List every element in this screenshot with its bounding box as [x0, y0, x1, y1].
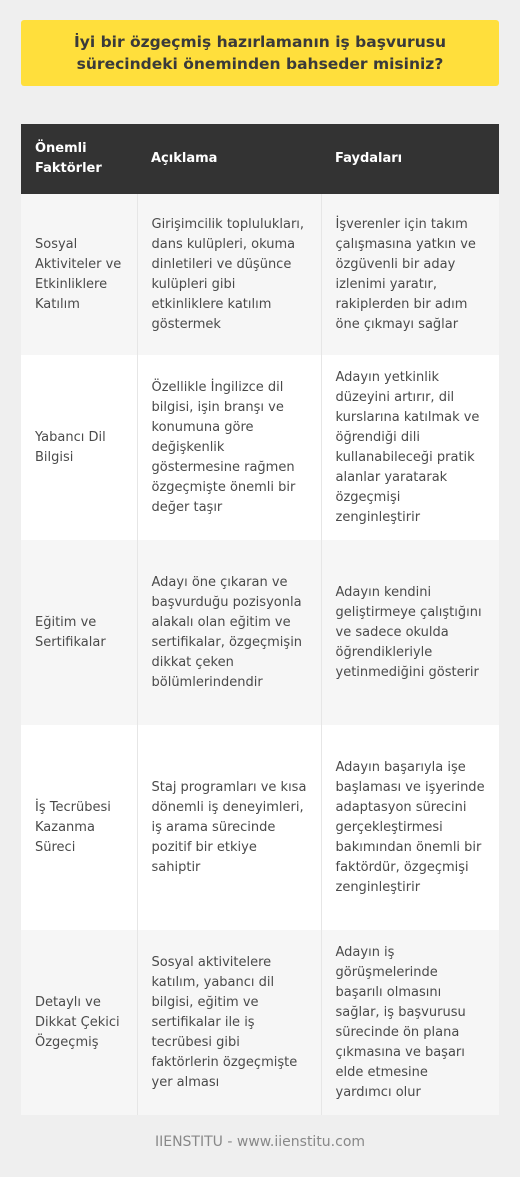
- factors-table: [21, 124, 499, 1115]
- column-header-factors: Önemli Faktörler: [21, 124, 137, 194]
- table-row: [21, 930, 499, 1115]
- description-cell: Özellikle İngilizce dil bilgisi, işin branşı ve konumuna göre değişkenlik göstermesine rağmen özgeçmişte önemli bir değer taşır: [137, 355, 321, 540]
- title-banner: [21, 20, 499, 86]
- description-cell: Staj programları ve kısa dönemli iş deneyimleri, iş arama sürecinde pozitif bir etkiye sahiptir: [137, 725, 321, 930]
- factor-cell: İş Tecrübesi Kazanma Süreci: [21, 725, 137, 930]
- description-cell: Adayı öne çıkaran ve başvurduğu pozisyonla alakalı olan eğitim ve sertifikalar, özgeçmişin dikkat çeken bölümlerindendir: [137, 540, 321, 725]
- description-cell: Girişimcilik toplulukları, dans kulüpleri, okuma dinletileri ve düşünce kulüpleri gibi etkinliklere katılım göstermek: [137, 194, 321, 355]
- table-header-row: [21, 124, 499, 194]
- footer-credit: IIENSTITU - www.iienstitu.com: [154, 1134, 366, 1150]
- page-title: İyi bir özgeçmiş hazırlamanın iş başvurusu sürecindeki öneminden bahseder misiniz?: [73, 33, 446, 73]
- factor-cell: Eğitim ve Sertifikalar: [21, 540, 137, 725]
- table-row: [21, 355, 499, 540]
- benefit-cell: Adayın başarıyla işe başlaması ve işyerinde adaptasyon sürecini gerçekleştirmesi bakımından önemli bir faktördür, özgeçmişi zenginleştirir: [321, 725, 499, 930]
- description-cell: Sosyal aktivitelere katılım, yabancı dil bilgisi, eğitim ve sertifikalar ile iş tecrübesi gibi faktörlerin özgeçmişte yer alması: [137, 930, 321, 1115]
- table-row: [21, 540, 499, 725]
- table-row: [21, 725, 499, 930]
- column-header-description: Açıklama: [137, 124, 321, 194]
- benefit-cell: Adayın kendini geliştirmeye çalıştığını ve sadece okulda öğrendikleriyle yetinmediğini gösterir: [321, 540, 499, 725]
- factor-cell: Detaylı ve Dikkat Çekici Özgeçmiş: [21, 930, 137, 1115]
- benefit-cell: İşverenler için takım çalışmasına yatkın ve özgüvenli bir aday izlenimi yaratır, rakiplerden bir adım öne çıkmayı sağlar: [321, 194, 499, 355]
- factor-cell: Yabancı Dil Bilgisi: [21, 355, 137, 540]
- column-header-benefits: Faydaları: [321, 124, 499, 194]
- benefit-cell: Adayın yetkinlik düzeyini artırır, dil kurslarına katılmak ve öğrendiği dili kullanabileceği pratik alanlar yaratarak özgeçmişi zenginleştirir: [321, 355, 499, 540]
- benefit-cell: Adayın iş görüşmelerinde başarılı olmasını sağlar, iş başvurusu sürecinde ön plana çıkmasına ve başarı elde etmesine yardımcı olur: [321, 930, 499, 1115]
- table-row: [21, 194, 499, 355]
- factor-cell: Sosyal Aktiviteler ve Etkinliklere Katılım: [21, 194, 137, 355]
